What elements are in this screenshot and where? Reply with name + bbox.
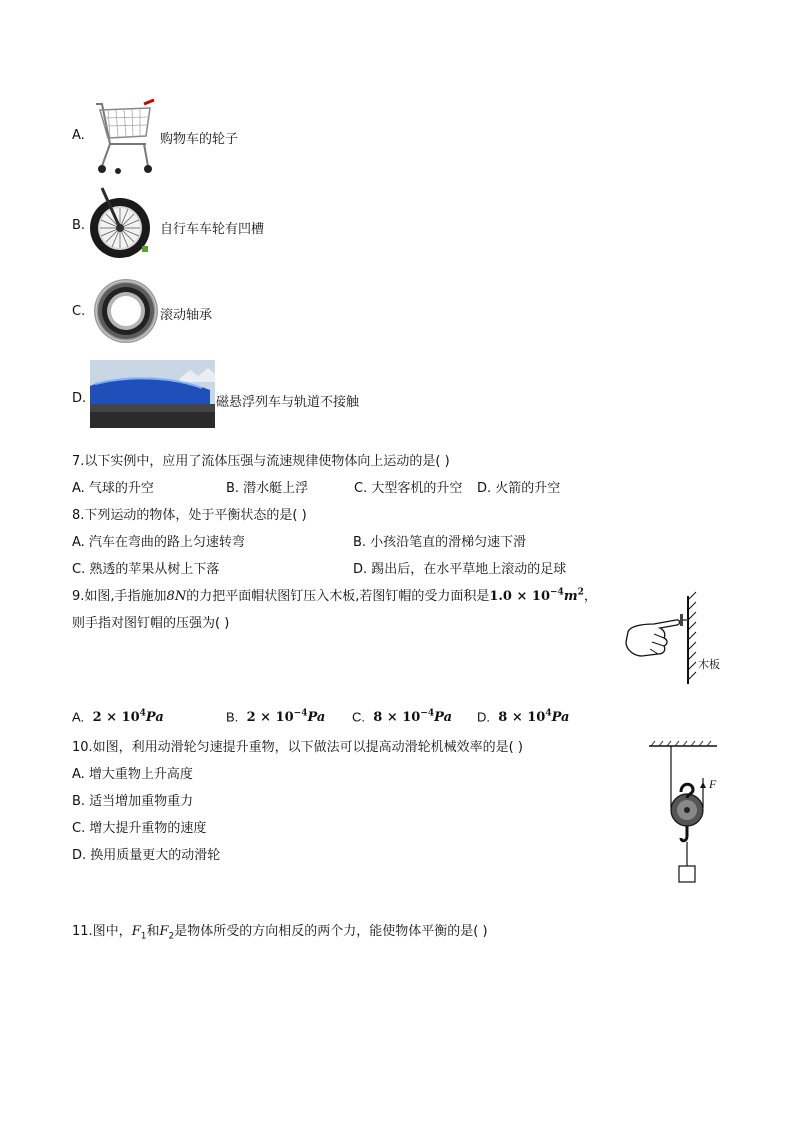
option-c: C. 熟透的苹果从树上下落 — [72, 562, 220, 577]
option-text: 购物车的轮子 — [160, 132, 239, 147]
option-letter: D. — [72, 391, 87, 406]
question-stem-line2: 则手指对图钉帽的压强为( ) — [72, 616, 230, 631]
thumb-pushpin-board-figure — [620, 588, 730, 688]
option-a: A. 增大重物上升高度 — [72, 767, 193, 782]
option-letter: A. — [72, 128, 85, 143]
bicycle-wheel-icon — [90, 186, 156, 264]
option-a: A. 汽车在弯曲的路上匀速转弯 — [72, 535, 245, 550]
maglev-train-icon — [90, 360, 215, 428]
option-d: D. 踢出后，在水平草地上滚动的足球 — [353, 562, 567, 577]
movable-pulley-figure — [645, 738, 725, 888]
force-f2: F — [159, 924, 169, 939]
option-a: A. $2 \times 10^4Pa$ — [72, 709, 164, 726]
stem-part: 9.如图,手指施加 — [72, 589, 167, 604]
option-d: D. $8 \times 10^4Pa$ — [477, 709, 570, 726]
stem-part: 是物体所受的方向相反的两个力，能使物体平衡的是( ) — [174, 924, 488, 939]
option-d: D. 换用质量更大的动滑轮 — [72, 848, 221, 863]
stem-part: 11.图中， — [72, 924, 132, 939]
stem-part: 的力把平面帽状图钉压入木板,若图钉帽的受力面积是 — [186, 589, 490, 604]
option-b: B. 小孩沿笔直的滑梯匀速下滑 — [353, 535, 527, 550]
option-b: B. 潜水艇上浮 — [226, 481, 309, 496]
board-label: 木板 — [698, 659, 720, 671]
question-stem: 10.如图，利用动滑轮匀速提升重物，以下做法可以提高动滑轮机械效率的是( ) — [72, 740, 523, 755]
option-text: 自行车车轮有凹槽 — [160, 222, 265, 237]
shopping-cart-icon — [88, 96, 158, 176]
option-text: 磁悬浮列车与轨道不接触 — [216, 395, 360, 410]
question-stem: 7.以下实例中，应用了流体压强与流速规律使物体向上运动的是( ) — [72, 454, 450, 469]
option-b: B. 适当增加重物重力 — [72, 794, 194, 809]
question-stem: 9.如图,手指施加8N的力把平面帽状图钉压入木板,若图钉帽的受力面积是$1.0 \times 10^{-4}m^2$， — [72, 587, 597, 604]
option-text: 滚动轴承 — [160, 308, 213, 323]
force-value: 8N — [166, 589, 187, 604]
option-d: D. 火箭的升空 — [477, 481, 561, 496]
area-value: $1.0 \times 10^{-4}m^2$ — [489, 587, 584, 604]
option-c: C. $8 \times 10^{-4}Pa$ — [352, 709, 453, 726]
option-c: C. 大型客机的升空 — [354, 481, 463, 496]
option-letter: C. — [72, 304, 86, 319]
question-11: 11.图中，$F_1$和$F_2$是物体所受的方向相反的两个力，能使物体平衡的是( ) — [72, 924, 488, 942]
force-f1: F — [131, 924, 141, 939]
option-a: A. 气球的升空 — [72, 481, 154, 496]
option-b: B. $2 \times 10^{-4}Pa$ — [226, 709, 326, 726]
option-c: C. 增大提升重物的速度 — [72, 821, 207, 836]
question-stem: 8.下列运动的物体，处于平衡状态的是( ) — [72, 508, 307, 523]
option-letter: B. — [72, 218, 86, 233]
ball-bearing-icon — [90, 278, 162, 344]
force-label: F — [709, 777, 717, 791]
